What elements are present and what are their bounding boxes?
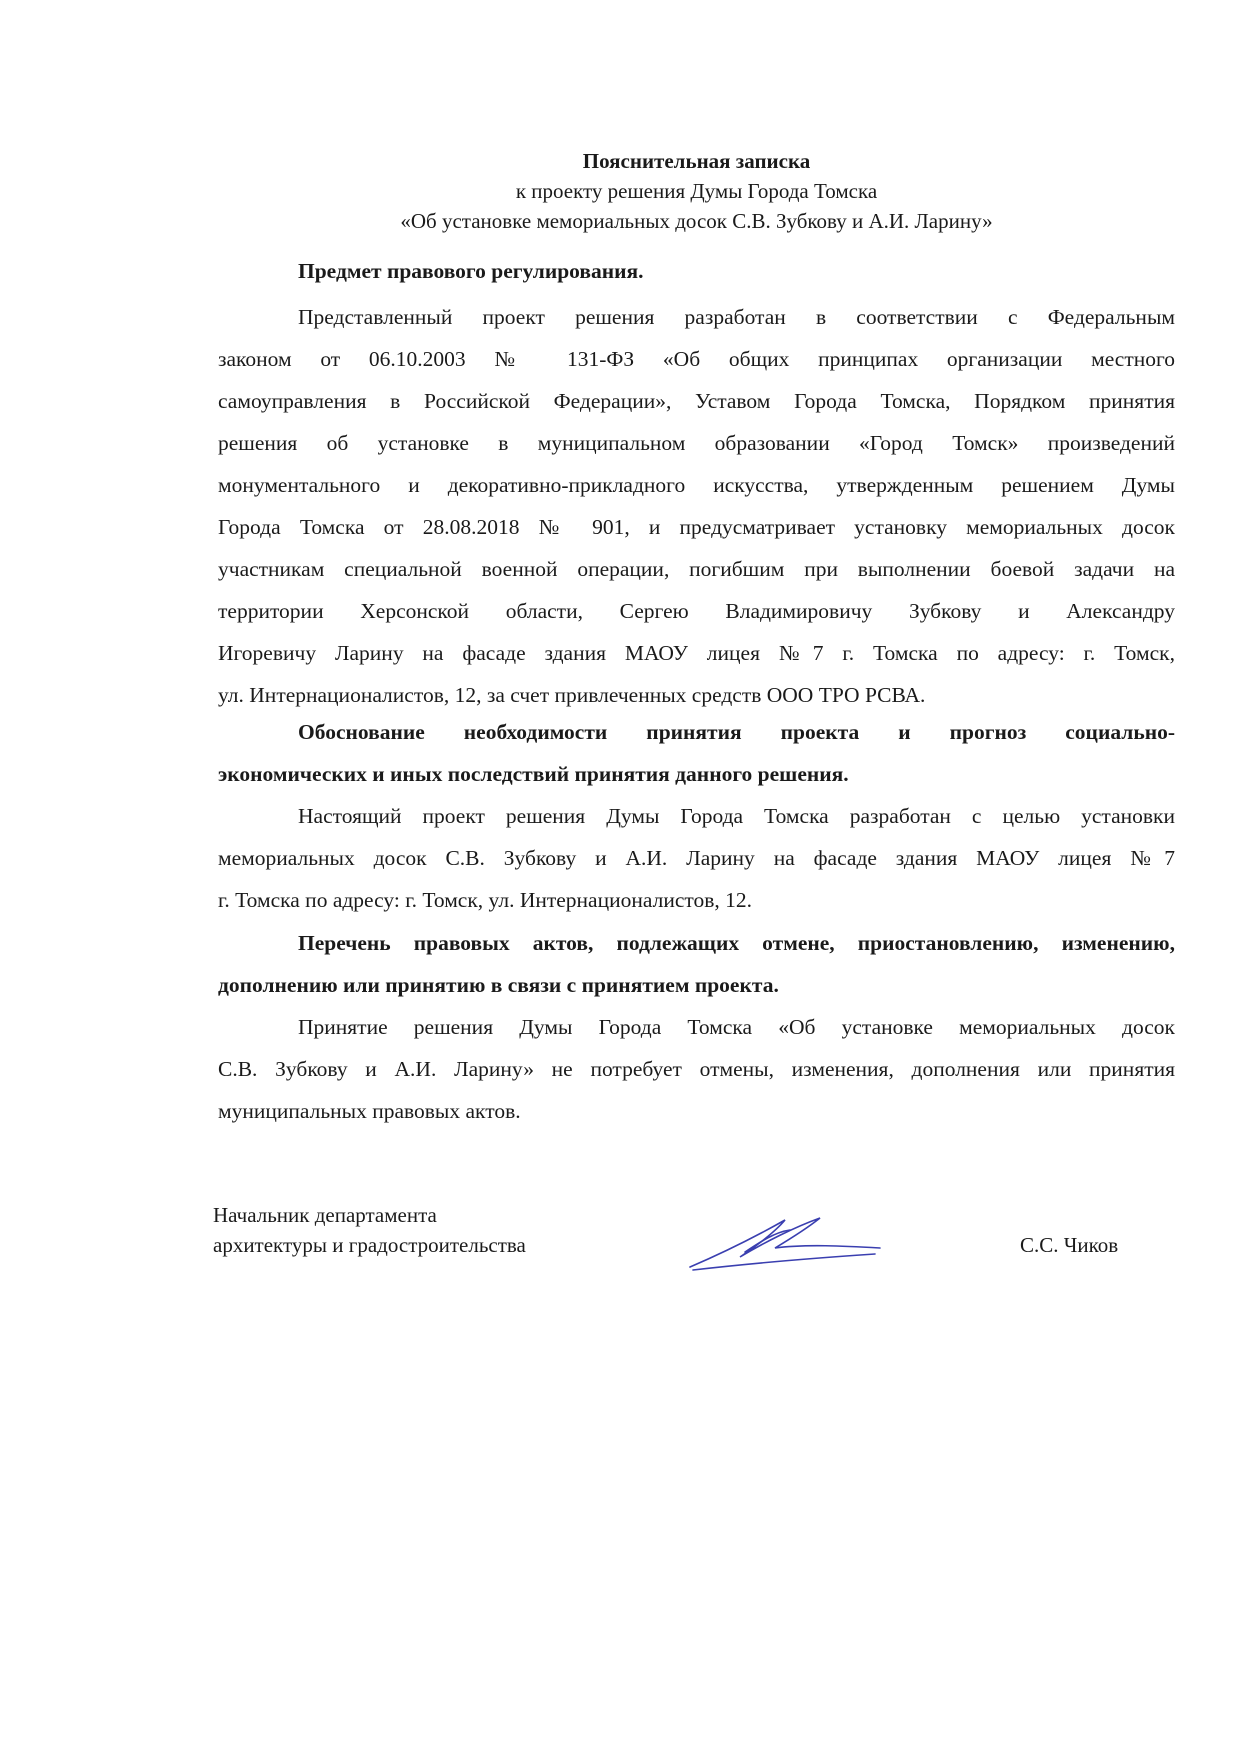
paragraph-line: монументального и декоративно-прикладного искусства, утвержденным решением Думы xyxy=(218,473,1175,497)
paragraph-line: мемориальных досок С.В. Зубкову и А.И. Ларину на фасаде здания МАОУ лицея №7 xyxy=(218,846,1175,870)
document-subtitle: к проекту решения Думы Города Томска xyxy=(515,179,878,203)
section-heading: дополнению или принятию в связи с принятием проекта. xyxy=(218,973,779,997)
section-heading: экономических и иных последствий принятия данного решения. xyxy=(218,762,849,786)
signatory-name: С.С. Чиков xyxy=(1020,1233,1119,1257)
section-heading: Перечень правовых актов, подлежащих отмене, приостановлению, изменению, xyxy=(298,931,1175,955)
handwritten-signature xyxy=(685,1212,885,1274)
paragraph-line: законом от 06.10.2003 № 131-ФЗ «Об общих принципах организации местного xyxy=(218,347,1175,371)
section-legal-acts xyxy=(218,922,1175,1132)
position-line: архитектуры и градостроительства xyxy=(213,1233,526,1257)
paragraph-line: территории Херсонской области, Сергею Владимировичу Зубкову и Александру xyxy=(218,599,1175,623)
paragraph-line: Представленный проект решения разработан в соответствии с Федеральным xyxy=(298,305,1175,329)
paragraph-line: Принятие решения Думы Города Томска «Об установке мемориальных досок xyxy=(298,1015,1175,1039)
position-line: Начальник департамента xyxy=(213,1203,437,1227)
paragraph-line: самоуправления в Российской Федерации», Уставом Города Томска, Порядком принятия xyxy=(218,389,1175,413)
section-heading: Предмет правового регулирования. xyxy=(298,259,644,283)
document-subtitle-name: «Об установке мемориальных досок С.В. Зубкову и А.И. Ларину» xyxy=(400,209,993,233)
paragraph-line: С.В. Зубкову и А.И. Ларину» не потребует отмены, изменения, дополнения или принятия xyxy=(218,1057,1175,1081)
section-justification xyxy=(218,711,1175,921)
paragraph-line: Настоящий проект решения Думы Города Томска разработан с целью установки xyxy=(298,804,1175,828)
paragraph-line: участникам специальной военной операции, погибшим при выполнении боевой задачи на xyxy=(218,557,1175,581)
section-subject xyxy=(218,250,1175,716)
paragraph-line: г. Томска по адресу: г. Томск, ул. Интернационалистов, 12. xyxy=(218,888,753,912)
signatory-position xyxy=(213,1200,526,1260)
paragraph-line: муниципальных правовых актов. xyxy=(218,1099,521,1123)
paragraph-line: Игоревичу Ларину на фасаде здания МАОУ лицея №7 г. Томска по адресу: г. Томск, xyxy=(218,641,1175,665)
section-heading: Обоснование необходимости принятия проекта и прогноз социально- xyxy=(298,720,1175,744)
document-title: Пояснительная записка xyxy=(582,149,811,173)
paragraph-line: Города Томска от 28.08.2018 № 901, и предусматривает установку мемориальных досок xyxy=(218,515,1175,539)
paragraph-line: ул. Интернационалистов, 12, за счет привлеченных средств ООО ТРО РСВА. xyxy=(218,683,926,707)
document-header xyxy=(218,146,1175,236)
paragraph-line: решения об установке в муниципальном образовании «Город Томск» произведений xyxy=(218,431,1175,455)
